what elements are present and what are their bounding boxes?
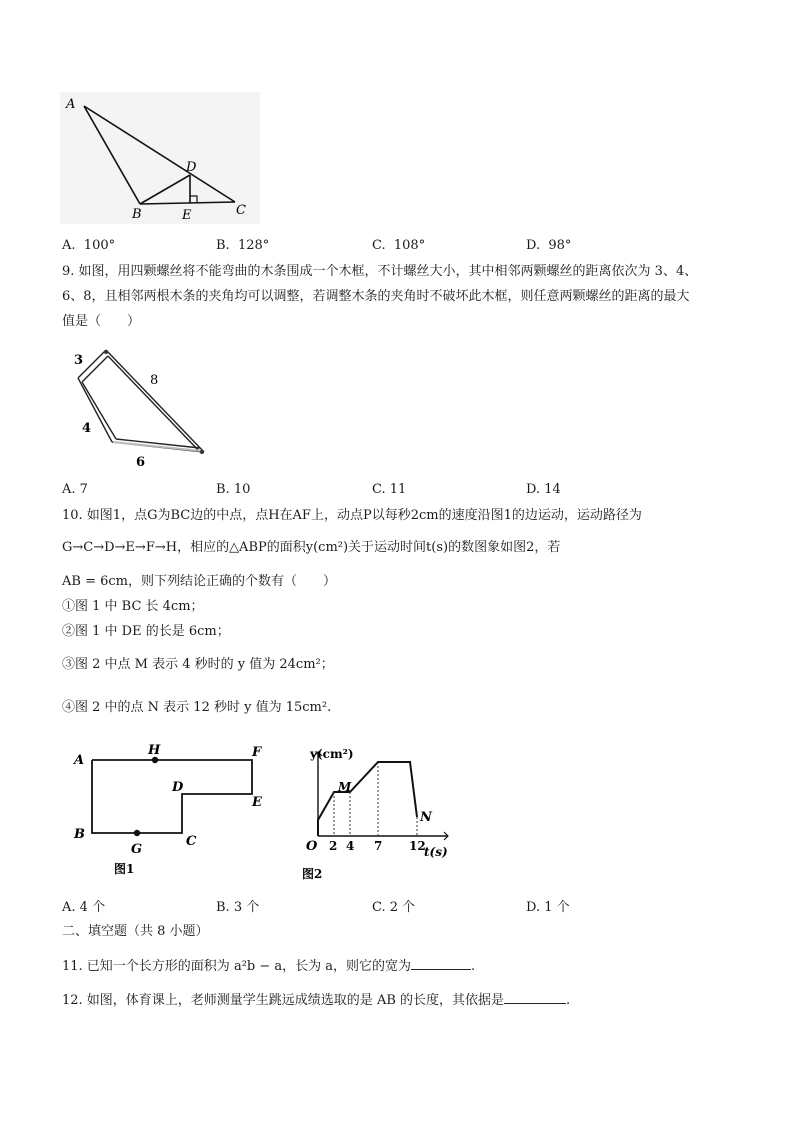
q11-answer-blank[interactable] xyxy=(411,957,471,970)
option-value: 100° xyxy=(83,238,116,253)
option-letter: C. xyxy=(372,482,386,497)
option-value: 98° xyxy=(548,238,572,253)
side-label-3: 3 xyxy=(74,353,84,368)
fig2-xlabel: t(s) xyxy=(424,845,448,859)
fig2-ylabel: y(cm²) xyxy=(310,747,354,761)
q12-answer-blank[interactable] xyxy=(504,991,566,1004)
option-value: 11 xyxy=(389,482,407,497)
q9-text-line2: 6、8，且相邻两根木条的夹角均可以调整，若调整木条的夹角时不破坏此木框，则任意两颗螺丝的距离的最大 xyxy=(62,289,690,304)
q10-option-d[interactable] xyxy=(526,899,570,917)
q10-statement-2: ②图 1 中 DE 的长是 6cm； xyxy=(62,624,230,639)
q8-option-a[interactable] xyxy=(62,237,115,255)
side-label-6: 6 xyxy=(136,455,146,470)
option-letter: C. xyxy=(372,238,386,253)
fig2-label-m: M xyxy=(338,780,352,794)
option-letter: A. xyxy=(62,482,76,497)
fig2-tick-12: 12 xyxy=(409,839,426,853)
q12-end: . xyxy=(566,993,571,1008)
option-letter: D. xyxy=(526,238,541,253)
q9-option-d[interactable] xyxy=(526,481,561,499)
q8-option-d[interactable] xyxy=(526,237,571,255)
fig1-label-b: B xyxy=(74,827,85,842)
fig1-label-c: C xyxy=(186,834,197,849)
option-letter: A. xyxy=(62,238,76,253)
side-label-4: 4 xyxy=(82,421,92,436)
option-letter: D. xyxy=(526,900,541,915)
fig2-tick-4: 4 xyxy=(346,839,355,853)
q10-figure-2 xyxy=(298,744,458,884)
label-d: D xyxy=(186,160,197,175)
q10-figure-1 xyxy=(68,740,268,880)
q10-statement-1: ①图 1 中 BC 长 4cm； xyxy=(62,599,204,614)
q9-wooden-frame-figure xyxy=(66,342,216,470)
q9-option-b[interactable] xyxy=(216,481,250,499)
q11-end: . xyxy=(471,959,476,974)
option-letter: C. xyxy=(372,900,386,915)
option-letter: B. xyxy=(216,238,230,253)
q10-text-line1: 10. 如图1，点G为BC边的中点，点H在AF上，动点P以每秒2cm的速度沿图1的边运动，运动路径为 xyxy=(62,508,642,523)
q10-text-line3: AB = 6cm，则下列结论正确的个数有（ ） xyxy=(62,574,336,589)
option-value: 7 xyxy=(79,482,88,497)
q9-text-line3: 值是（ ） xyxy=(62,314,141,329)
fig2-label-n: N xyxy=(420,810,432,825)
option-value: 128° xyxy=(237,238,270,253)
section-heading-fill-in: 二、填空题（共 8 小题） xyxy=(62,924,209,939)
option-value: 14 xyxy=(544,482,561,497)
q8-option-c[interactable] xyxy=(372,237,425,255)
label-e: E xyxy=(182,208,192,223)
fig1-label-a: A xyxy=(74,753,85,768)
q11-question: 11. 已知一个长方形的面积为 a²b − a，长为 a，则它的宽为 xyxy=(62,959,412,974)
fig1-label-d: D xyxy=(172,780,184,795)
option-value: 10 xyxy=(233,482,251,497)
q9-text-line1: 9. 如图，用四颗螺丝将不能弯曲的木条围成一个木框，不计螺丝大小，其中相邻两颗螺丝的距离依次为 3、4、 xyxy=(62,264,698,279)
q10-statement-3: ③图 2 中点 M 表示 4 秒时的 y 值为 24cm²； xyxy=(62,657,334,672)
q12-text xyxy=(62,991,570,1010)
q10-statement-4: ④图 2 中的点 N 表示 12 秒时 y 值为 15cm². xyxy=(62,700,332,715)
fig1-label-e: E xyxy=(252,795,262,810)
option-letter: B. xyxy=(216,900,230,915)
fig2-caption: 图2 xyxy=(302,867,323,881)
fig2-origin: O xyxy=(306,839,318,854)
q10-option-c[interactable] xyxy=(372,899,415,917)
option-value: 4 个 xyxy=(79,900,106,915)
q10-option-a[interactable] xyxy=(62,899,105,917)
option-letter: D. xyxy=(526,482,541,497)
option-value: 108° xyxy=(393,238,426,253)
fig1-caption: 图1 xyxy=(114,862,135,876)
option-letter: B. xyxy=(216,482,230,497)
label-c: C xyxy=(236,203,246,218)
option-value: 2 个 xyxy=(389,900,416,915)
fig2-tick-7: 7 xyxy=(374,839,383,853)
option-value: 3 个 xyxy=(233,900,260,915)
side-label-8: 8 xyxy=(150,373,159,388)
label-b: B xyxy=(132,207,142,222)
q12-question: 12. 如图，体育课上，老师测量学生跳远成绩选取的是 AB 的长度，其依据是 xyxy=(62,993,505,1008)
option-letter: A. xyxy=(62,900,76,915)
q11-text xyxy=(62,957,475,976)
fig1-label-f: F xyxy=(252,745,262,760)
q10-option-b[interactable] xyxy=(216,899,259,917)
q9-option-a[interactable] xyxy=(62,481,88,499)
q8-triangle-figure xyxy=(60,92,260,224)
fig2-tick-2: 2 xyxy=(329,839,338,853)
q8-option-b[interactable] xyxy=(216,237,269,255)
fig1-label-h: H xyxy=(148,743,161,758)
label-a: A xyxy=(66,97,76,112)
fig1-label-g: G xyxy=(131,842,143,857)
q10-text-line2: G→C→D→E→F→H，相应的△ABP的面积y(cm²)关于运动时间t(s)的数图象如图2，若 xyxy=(62,540,561,555)
option-value: 1 个 xyxy=(544,900,570,915)
q9-option-c[interactable] xyxy=(372,481,406,499)
